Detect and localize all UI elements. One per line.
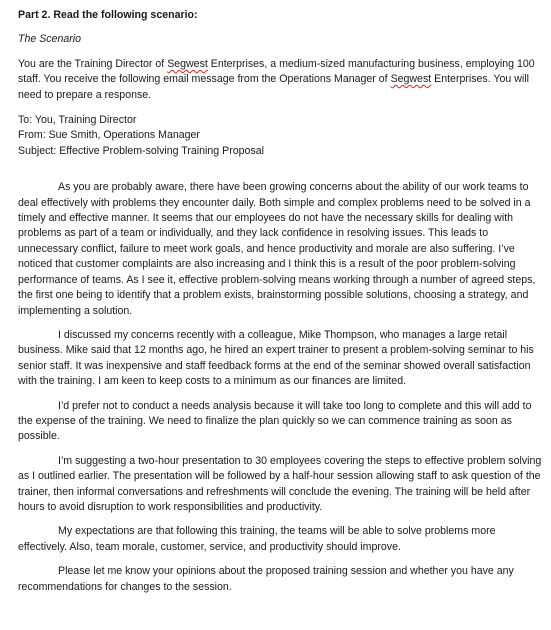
intro-text-2: Enterprises, a medium-sized manufacturing business, employing 100 staff. You receive the following email message from the Operations Manager of bbox=[18, 57, 535, 86]
email-from: From: Sue Smith, Operations Manager bbox=[18, 129, 200, 142]
email-subject: Subject: Effective Problem-solving Training Proposal bbox=[18, 144, 264, 157]
part-heading: Part 2. Read the following scenario: bbox=[18, 9, 198, 21]
body-paragraph: Please let me know your opinions about the proposed training session and whether you have any recommendations for changes to the session. bbox=[18, 565, 514, 593]
body-paragraph: I’m suggesting a two-hour presentation to 30 employees covering the steps to effective problem solving as I outlined earlier. The presentation will be followed by a half-hour session allowing staff to ask question of the trainer, then informal conversations and refreshments will conclude the evening. The training will be held after hours to avoid disruption to work responsibilities and productivity. bbox=[18, 454, 542, 513]
scenario-title: The Scenario bbox=[18, 33, 82, 46]
intro-text-1: You are the Training Director of bbox=[18, 57, 168, 70]
intro-paragraph bbox=[18, 57, 546, 103]
email-to: To: You, Training Director bbox=[18, 114, 137, 127]
body-paragraph: I discussed my concerns recently with a colleague, Mike Thompson, who manages a large retail business. Mike said that 12 months ago, he hired an expert trainer to present a problem-solving seminar to his senior staff. It was inexpensive and staff feedback forms at the end of the seminar showed overall satisfaction with the training. I am keen to keep costs to a minimum as our finances are limited. bbox=[18, 328, 534, 388]
body-paragraph: I’d prefer not to conduct a needs analysis because it will take too long to complete and this will add to the expense of the training. We need to finalize the plan quickly so we can commence training as soon as possible. bbox=[18, 399, 532, 443]
intro-text-3: Enterprises. You will need to prepare a response. bbox=[18, 73, 529, 101]
company-name-spellcheck: Segwest bbox=[167, 57, 208, 70]
email-header bbox=[18, 113, 546, 159]
email-body bbox=[18, 180, 546, 595]
body-paragraph: My expectations are that following this training, the teams will be able to solve problems more effectively. Also, team morale, customer, service, and productivity should improve. bbox=[18, 525, 496, 553]
company-name-spellcheck: Segwest bbox=[390, 73, 432, 86]
body-paragraph: As you are probably aware, there have been growing concerns about the ability of our work teams to deal effectively with problems they encounter daily. Both simple and complex problems need to be solved in a timely and effective manner. It seems that our employees do not have the necessary skills for dealing with problems as part of a team or individually, and they lack confidence in resolving issues. This leads to unnecessary conflict, failure to meet work goals, and hence productivity and morale are also suffering. I’ve noticed that customer complaints are also increasing and I think this is a result of the poor problem-solving performance of teams. As I see it, effective problem-solving means working through a number of agreed steps, the first one being to identify that a problem exists, brainstorming possible solutions, choosing a strategy, and implementing a solution. bbox=[18, 181, 536, 317]
